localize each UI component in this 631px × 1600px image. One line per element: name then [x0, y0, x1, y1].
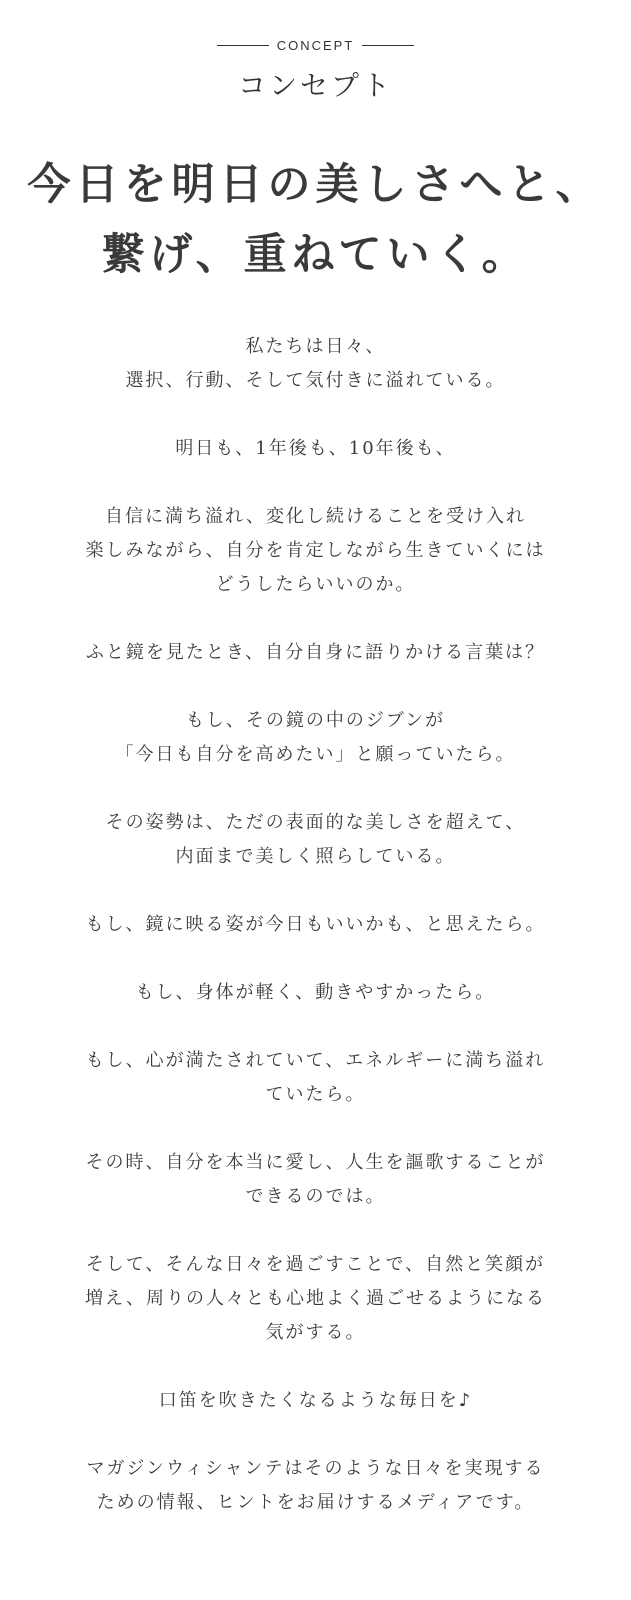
headline [0, 150, 631, 290]
paragraph [0, 1452, 631, 1520]
paragraph-line: そして、そんな日々を過ごすことで、自然と笑顔が [85, 1254, 546, 1275]
paragraph-line: 私たちは日々、 [245, 336, 386, 357]
paragraph-line: 楽しみながら、自分を肯定しながら生きていくには [85, 540, 546, 561]
paragraph [0, 330, 631, 398]
paragraph [0, 1044, 631, 1112]
paragraph [0, 1384, 631, 1418]
paragraph [0, 500, 631, 602]
paragraph-line: 増え、周りの人々とも心地よく過ごせるようになる [84, 1288, 547, 1309]
paragraph-line: どうしたらいいのか。 [215, 574, 416, 595]
paragraph [0, 976, 631, 1010]
paragraph [0, 636, 631, 670]
paragraph-line: 口笛を吹きたくなるような毎日を♪ [158, 1390, 473, 1411]
paragraph-line: 選択、行動、そして気付きに溢れている。 [125, 370, 506, 391]
paragraph [0, 1146, 631, 1214]
paragraph-line: もし、鏡に映る姿が今日もいいかも、と思えたら。 [85, 914, 546, 935]
paragraph [0, 432, 631, 466]
paragraph [0, 704, 631, 772]
paragraph [0, 908, 631, 942]
section-label-text: CONCEPT [276, 38, 355, 53]
paragraph-line: ための情報、ヒントをお届けするメディアです。 [96, 1492, 535, 1513]
paragraph [0, 1248, 631, 1350]
paragraph [0, 806, 631, 874]
label-rule-left [217, 45, 269, 46]
section-label [0, 38, 631, 53]
body-text [0, 330, 631, 1554]
headline-line-1: 今日を明日の美しさへと、 [27, 160, 604, 210]
section-title: コンセプト [237, 69, 393, 102]
paragraph-line: ふと鏡を見たとき、自分自身に語りかける言葉は？ [85, 642, 546, 663]
paragraph-line: もし、その鏡の中のジブンが [185, 710, 446, 731]
paragraph-line: 「今日も自分を高めたい」と願っていたら。 [115, 744, 516, 765]
paragraph-line: その姿勢は、ただの表面的な美しさを超えて、 [105, 812, 526, 833]
label-rule-right [362, 45, 414, 46]
paragraph-line: 明日も、1年後も、10年後も、 [175, 438, 456, 459]
paragraph-line: できるのでは。 [245, 1186, 386, 1207]
headline-line-2: 繋げ、重ねていく。 [101, 230, 530, 280]
paragraph-line: ていたら。 [265, 1084, 366, 1105]
paragraph-line: マガジンウィシャンテはそのような日々を実現する [86, 1458, 545, 1479]
paragraph-line: もし、心が満たされていて、エネルギーに満ち溢れ [85, 1050, 546, 1071]
paragraph-line: その時、自分を本当に愛し、人生を謳歌することが [85, 1152, 546, 1173]
paragraph-line: 内面まで美しく照らしている。 [175, 846, 456, 867]
paragraph-line: 気がする。 [265, 1322, 366, 1343]
paragraph-line: 自信に満ち溢れ、変化し続けることを受け入れ [104, 506, 527, 527]
paragraph-line: もし、身体が軽く、動きやすかったら。 [135, 982, 496, 1003]
